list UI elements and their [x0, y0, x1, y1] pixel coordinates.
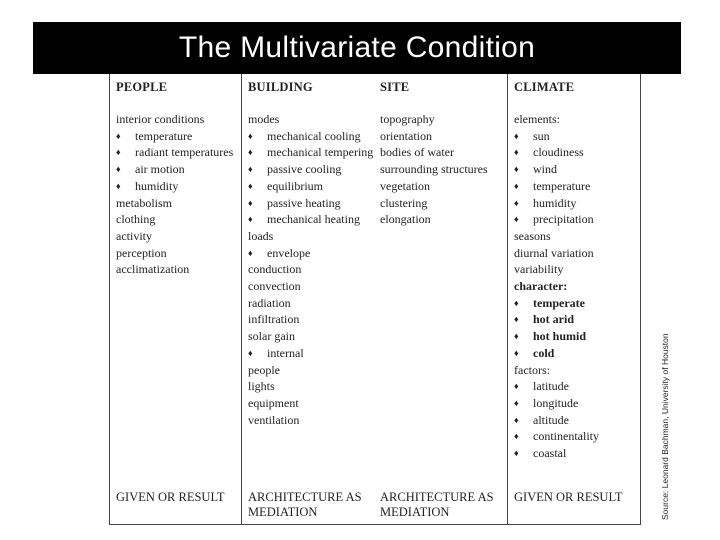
bullet-icon: ♦: [248, 347, 253, 358]
list-item: [514, 445, 639, 462]
footer-line: MEDIATION: [248, 505, 318, 519]
list-item-label: humidity: [533, 195, 577, 210]
list-item: [380, 144, 507, 161]
list-item: [116, 178, 241, 195]
list-item-label: seasons: [514, 228, 551, 243]
list-item-label: mechanical cooling: [267, 128, 361, 143]
list-item-label: cloudiness: [533, 145, 584, 160]
list-item: [380, 211, 507, 228]
list-item: [248, 211, 373, 228]
list-item-label: continentality: [533, 429, 599, 444]
column-header: PEOPLE: [116, 80, 168, 94]
list-item: [380, 195, 507, 212]
list-item-label: infiltration: [248, 312, 300, 327]
list-item: [380, 178, 507, 195]
list-item: [514, 195, 639, 212]
list-item-label: surrounding structures: [380, 162, 488, 177]
list-item: [116, 111, 241, 128]
bullet-icon: ♦: [248, 130, 253, 141]
footer-line: MEDIATION: [380, 505, 450, 519]
list-item: [380, 161, 507, 178]
list-item: [514, 378, 639, 395]
bullet-icon: ♦: [514, 314, 519, 325]
list-item: [248, 295, 373, 312]
list-item: [116, 144, 241, 161]
bullet-icon: ♦: [248, 214, 253, 225]
column-header: CLIMATE: [514, 80, 575, 94]
list-item: [116, 261, 241, 278]
bullet-icon: ♦: [248, 147, 253, 158]
list-item-label: coastal: [533, 446, 567, 461]
bullet-icon: ♦: [248, 197, 253, 208]
list-item: [248, 161, 373, 178]
bullet-icon: ♦: [514, 297, 519, 308]
bullet-icon: ♦: [248, 164, 253, 175]
building-column: [242, 74, 373, 524]
column-footer: [514, 490, 623, 505]
list-item: [248, 412, 373, 429]
list-item-label: topography: [380, 112, 435, 126]
list-item: [248, 228, 373, 245]
list-item: [116, 228, 241, 245]
bullet-icon: ♦: [248, 180, 253, 191]
column-footer: [380, 490, 494, 520]
bullet-icon: ♦: [514, 347, 519, 358]
list-item: [514, 228, 639, 245]
bullet-icon: ♦: [116, 147, 121, 158]
footer-line: ARCHITECTURE AS: [248, 490, 362, 504]
slide-title: The Multivariate Condition: [178, 31, 536, 64]
list-item-label: temperature: [533, 178, 591, 193]
list-item-label: sun: [533, 128, 550, 143]
list-item-label: clothing: [116, 212, 156, 227]
list-item: [514, 311, 639, 328]
list-item-label: altitude: [533, 412, 569, 427]
list-item: [248, 144, 373, 161]
list-item-label: hot humid: [533, 329, 587, 344]
list-item: [248, 278, 373, 295]
list-item: [514, 295, 639, 312]
list-item: [116, 161, 241, 178]
list-item-label: orientation: [380, 128, 432, 143]
title-bar: [33, 22, 681, 74]
bullet-icon: ♦: [116, 180, 121, 191]
list-item-label: elongation: [380, 212, 431, 227]
list-item-label: cold: [533, 345, 555, 360]
bullet-icon: ♦: [248, 247, 253, 258]
bullet-icon: ♦: [514, 214, 519, 225]
bullet-icon: ♦: [514, 431, 519, 442]
column-list: [248, 111, 373, 428]
footer-line: ARCHITECTURE AS: [380, 490, 494, 504]
list-item: [514, 128, 639, 145]
list-item: [514, 362, 639, 379]
list-item-label: convection: [248, 279, 301, 294]
bullet-icon: ♦: [514, 397, 519, 408]
list-item-label: factors:: [514, 362, 550, 377]
bullet-icon: ♦: [514, 197, 519, 208]
list-item-label: lights: [248, 379, 275, 394]
footer-line: GIVEN OR RESULT: [116, 490, 225, 504]
list-item-label: acclimatization: [116, 262, 190, 277]
list-item-label: wind: [533, 162, 557, 177]
list-item-label: air motion: [135, 162, 185, 177]
column-list: [116, 111, 241, 278]
site-column: [374, 74, 507, 524]
list-item-label: vegetation: [380, 178, 430, 193]
bullet-icon: ♦: [514, 130, 519, 141]
footer-line: GIVEN OR RESULT: [514, 490, 623, 504]
list-item-label: ventilation: [248, 412, 300, 427]
list-item: [514, 345, 639, 362]
list-item-label: radiant temperatures: [135, 145, 234, 160]
list-item: [248, 195, 373, 212]
list-item: [248, 245, 373, 262]
list-item: [514, 412, 639, 429]
list-item: [514, 245, 639, 262]
list-item-label: radiation: [248, 295, 291, 310]
list-item-label: mechanical tempering: [267, 145, 373, 160]
list-item-label: elements:: [514, 112, 560, 126]
list-item: [248, 328, 373, 345]
list-item-label: latitude: [533, 379, 569, 394]
list-item: [248, 395, 373, 412]
list-item: [248, 345, 373, 362]
list-item-label: activity: [116, 228, 152, 243]
column-header: BUILDING: [248, 80, 313, 94]
list-item-label: solar gain: [248, 329, 295, 344]
list-item: [116, 245, 241, 262]
list-item-label: envelope: [267, 245, 311, 260]
bullet-icon: ♦: [514, 147, 519, 158]
list-item: [514, 278, 639, 295]
list-item: [248, 261, 373, 278]
variables-table: [109, 74, 641, 525]
bullet-icon: ♦: [514, 414, 519, 425]
people-column: [110, 74, 241, 524]
list-item: [248, 128, 373, 145]
list-item-label: mechanical heating: [267, 212, 360, 227]
list-item-label: equilibrium: [267, 178, 323, 193]
source-caption: Source: Leonard Bachman, University of Houston: [660, 333, 670, 520]
list-item-label: perception: [116, 245, 167, 260]
list-item-label: metabolism: [116, 195, 172, 210]
list-item-label: character:: [514, 279, 568, 294]
list-item: [514, 261, 639, 278]
bullet-icon: ♦: [514, 164, 519, 175]
list-item-label: passive cooling: [267, 162, 342, 177]
list-item-label: modes: [248, 112, 280, 126]
list-item-label: humidity: [135, 178, 179, 193]
list-item: [514, 161, 639, 178]
column-footer: [248, 490, 362, 520]
list-item: [116, 128, 241, 145]
list-item-label: interior conditions: [116, 112, 205, 126]
list-item-label: clustering: [380, 195, 428, 210]
list-item: [514, 144, 639, 161]
list-item: [514, 328, 639, 345]
list-item: [248, 362, 373, 379]
column-header: SITE: [380, 80, 410, 94]
list-item-label: internal: [267, 345, 304, 360]
list-item-label: passive heating: [267, 195, 341, 210]
list-item: [514, 395, 639, 412]
bullet-icon: ♦: [116, 130, 121, 141]
list-item-label: equipment: [248, 395, 299, 410]
list-item-label: loads: [248, 228, 274, 243]
list-item-label: bodies of water: [380, 145, 454, 160]
column-list: [514, 111, 639, 462]
list-item: [380, 111, 507, 128]
list-item: [116, 195, 241, 212]
list-item: [514, 211, 639, 228]
bullet-icon: ♦: [116, 164, 121, 175]
list-item-label: diurnal variation: [514, 245, 594, 260]
list-item-label: variability: [514, 262, 564, 277]
list-item-label: longitude: [533, 395, 579, 410]
column-footer: [116, 490, 225, 505]
bullet-icon: ♦: [514, 381, 519, 392]
column-list: [380, 111, 507, 228]
climate-column: [508, 74, 639, 524]
list-item: [514, 111, 639, 128]
bullet-icon: ♦: [514, 180, 519, 191]
list-item: [380, 128, 507, 145]
bullet-icon: ♦: [514, 448, 519, 459]
list-item-label: temperature: [135, 128, 193, 143]
list-item: [514, 428, 639, 445]
list-item: [248, 178, 373, 195]
list-item: [248, 311, 373, 328]
list-item-label: precipitation: [533, 212, 594, 227]
list-item-label: temperate: [533, 295, 585, 310]
list-item-label: conduction: [248, 262, 302, 277]
bullet-icon: ♦: [514, 331, 519, 342]
list-item: [116, 211, 241, 228]
list-item-label: people: [248, 362, 280, 377]
list-item: [248, 111, 373, 128]
list-item: [514, 178, 639, 195]
list-item: [248, 378, 373, 395]
list-item-label: hot arid: [533, 312, 575, 327]
